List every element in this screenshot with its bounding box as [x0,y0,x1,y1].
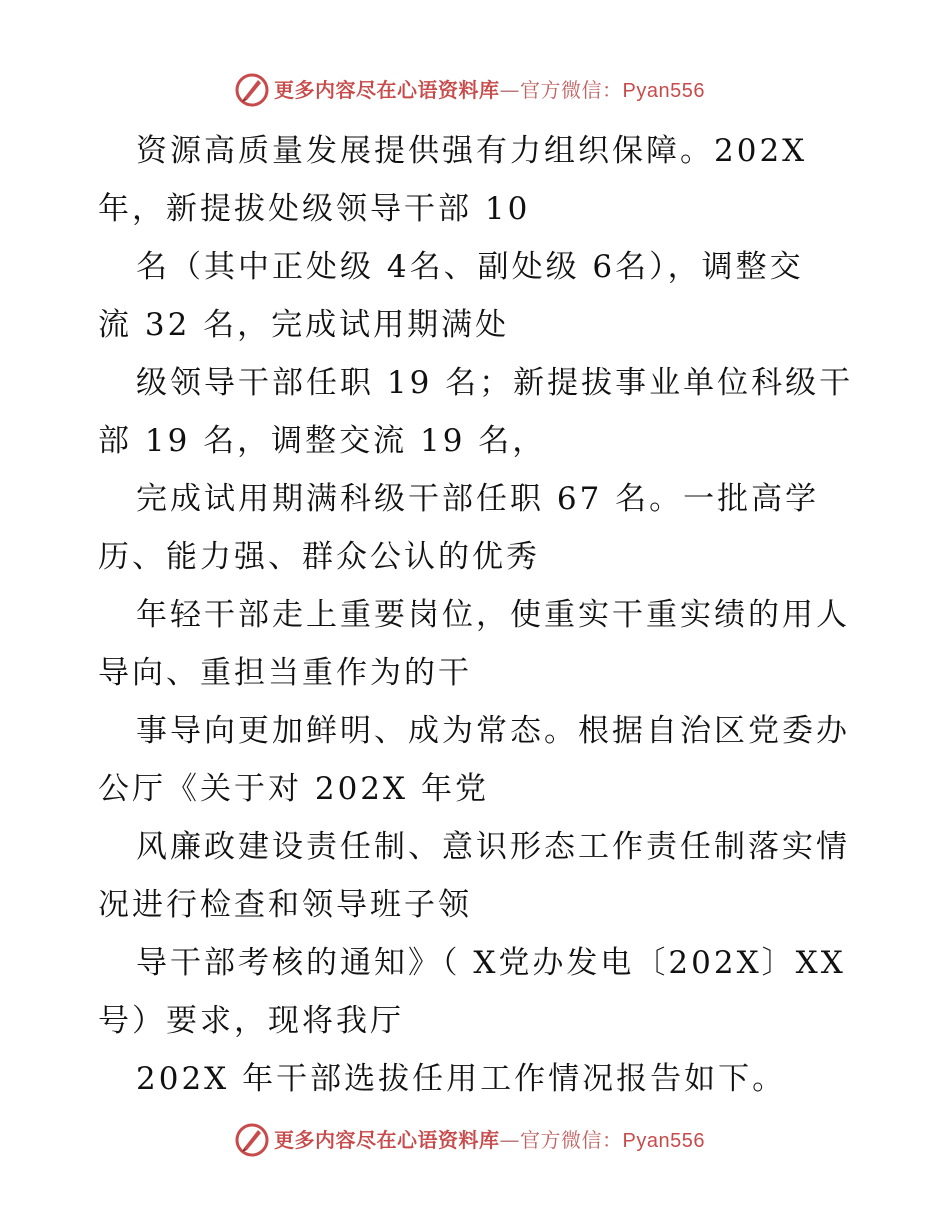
paragraph-line: 名（其中正处级 4名、副处级 6名），调整交 [136,249,804,285]
paragraph-line: 年，新提拔处级领导干部 10 [98,191,531,227]
paragraph-line: 资源高质量发展提供强有力组织保障。202X [136,133,808,169]
paragraph-line: 历、能力强、群众公认的优秀 [98,539,540,575]
footer-watermark [234,1122,705,1158]
quill-pen-logo-icon [234,72,270,108]
paragraph-line: 况进行检查和领导班子领 [98,887,472,923]
watermark-wechat-id: Pyan556 [622,1129,705,1152]
watermark-label: 官方微信： [520,1127,623,1152]
paragraph-line: 事导向更加鲜明、成为常态。根据自治区党委办 [136,713,850,749]
paragraph-line: 风廉政建设责任制、意识形态工作责任制落实情 [136,829,850,865]
paragraph-line: 部 19 名，调整交流 19 名， [98,423,547,459]
watermark-brand: 更多内容尽在心语资料库 [274,77,500,102]
paragraph-line: 流 32 名，完成试用期满处 [98,307,510,343]
paragraph-line: 202X 年干部选拔任用工作情况报告如下。 [136,1061,787,1097]
paragraph-line: 公厅《关于对 202X 年党 [98,771,489,807]
paragraph-line: 年轻干部走上重要岗位，使重实干重实绩的用人 [136,597,850,633]
paragraph-line: 号）要求，现将我厅 [98,1003,404,1039]
paragraph-line: 导向、重担当重作为的干 [98,655,472,691]
watermark-dash: — [499,77,520,102]
paragraph-line: 级领导干部任职 19 名；新提拔事业单位科级干 [136,365,854,401]
watermark-dash: — [499,1127,520,1152]
header-watermark [234,72,705,108]
quill-pen-logo-icon [234,1122,270,1158]
paragraph-line: 导干部考核的通知》（ X党办发电〔202X〕XX [136,945,846,981]
watermark-brand: 更多内容尽在心语资料库 [274,1127,500,1152]
watermark-wechat-id: Pyan556 [622,79,705,102]
paragraph-line: 完成试用期满科级干部任职 67 名。一批高学 [136,481,820,517]
watermark-label: 官方微信： [520,77,623,102]
